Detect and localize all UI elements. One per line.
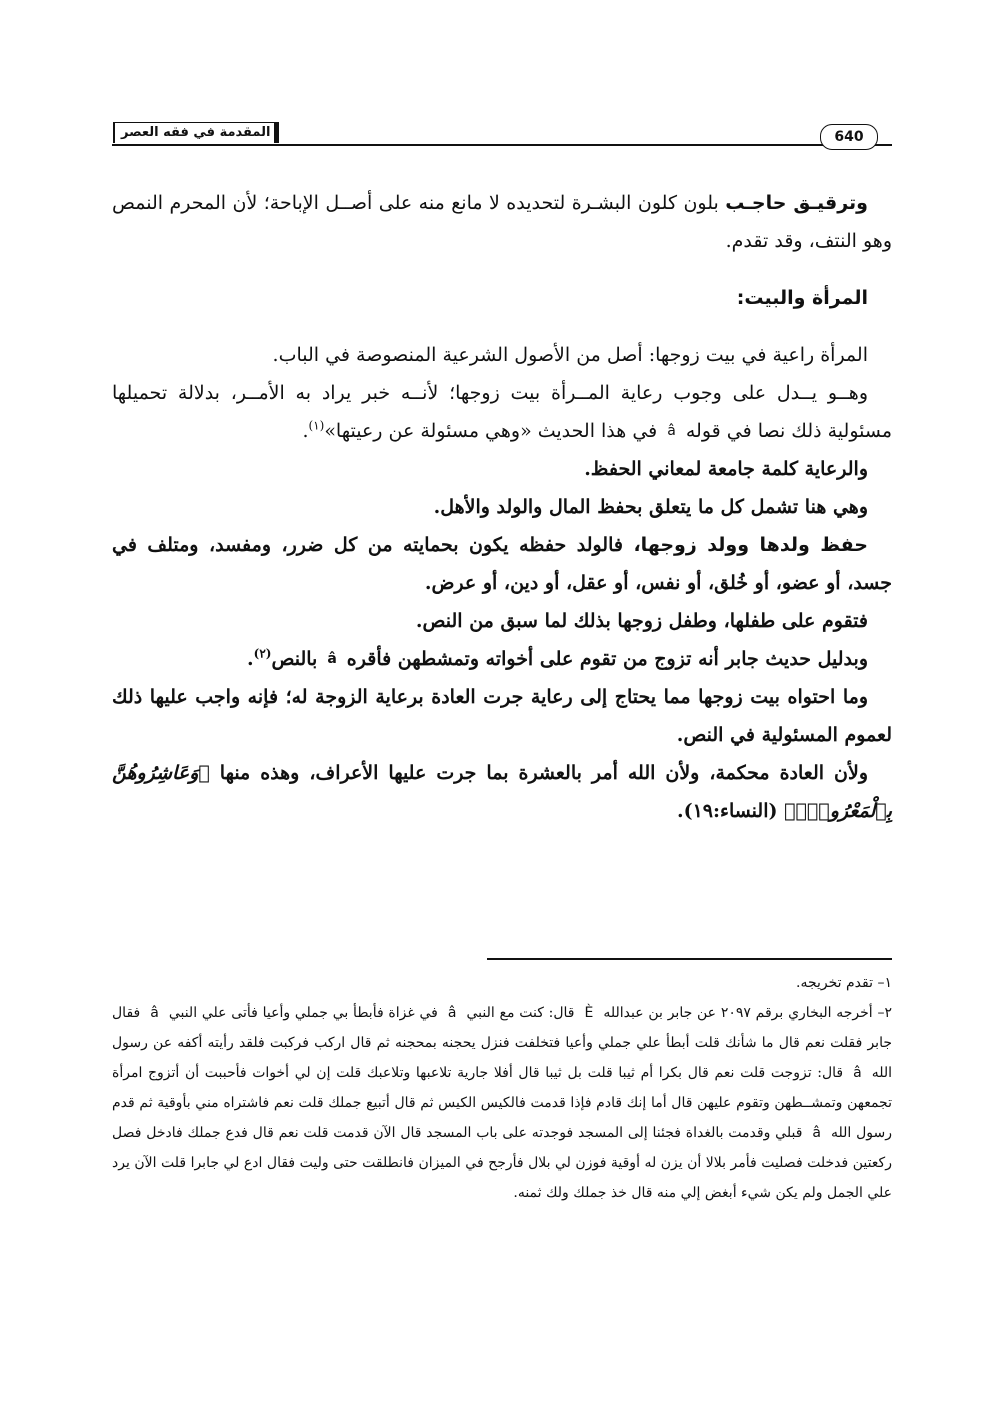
footnote-2-text-f: قبلي وقدمت بالغداة فجئنا إلى المسجد فوجدته على باب المسجد قال الآن قدمت قلت نعم قال فدع جملك فادخل فصل ركعتين فدخلت فصليت فأمر بلالا أن يزن له أوقية فوزن لي بلال فأرجح في الميزان فانطلقت حتى وليت فقال ادع لي جابرا قلت الآن يرد علي الجمل ولم يكن شيء أبغض إلي منه قال خذ جملك ولك ثمنه.	[112, 1125, 892, 1201]
paragraph-10	[112, 754, 892, 830]
paragraph-8-end: .	[247, 648, 254, 670]
footnote-2-text-b: قال: كنت مع النبي	[466, 1005, 575, 1021]
footnote-1: ١– تقدم تخريجه.	[796, 975, 892, 991]
book-title: المقدمة في فقه العصر	[113, 122, 279, 143]
footnotes	[112, 968, 892, 1208]
footnote-ref-2[interactable]: (٢)	[253, 646, 272, 661]
salutation-symbol: â	[150, 1005, 159, 1021]
section-heading: المرأة والبيت:	[736, 287, 868, 309]
footnote-2-text-e: قال: تزوجت قلت نعم قال بكرا أم ثيبا قلت بل ثيبا قال أفلا جارية تلاعبها وتلاعبك قلت إن لي أخوات فأحببت أن أتزوج امرأة تجمعهن وتمشــطهن وتقوم عليهن قال أما إنك قادم فإذا قدمت فالكيس الكيس ثم قال أتبيع جملك قلت نعم فاشتراه مني بأوقية ثم قدم رسول الله	[112, 1065, 892, 1141]
salutation-symbol: â	[447, 1005, 457, 1021]
quran-verse: ﴿وَعَاشِرُوهُنَّ بِٱلْمَعْرُوفِۚ﴾	[112, 762, 892, 822]
salutation-symbol: â	[853, 1065, 862, 1081]
paragraph-4: والرعاية كلمة جامعة لمعاني الحفظ.	[584, 458, 868, 480]
paragraph-10-text-b: (النساء:١٩).	[676, 800, 785, 822]
page-number: 640	[820, 124, 878, 150]
main-text	[112, 184, 892, 830]
paragraph-8-text-b: بالنص	[271, 648, 318, 670]
paragraph-1-text: بلون كلون البشـرة لتحديده لا مانع منه على أصــل الإباحة؛ لأن المحرم النمص وهو النتف، وقد تقدم.	[112, 192, 892, 252]
salutation-symbol: â	[812, 1125, 821, 1141]
footnote-2	[112, 998, 892, 1208]
header-rule	[112, 144, 892, 146]
footnote-2-text-c: في غزاة فأبطأ بي جملي وأعيا فأتى علي النبي	[168, 1005, 438, 1021]
paragraph-10-text-a: ولأن العادة محكمة، ولأن الله أمر بالعشرة بما جرت عليها الأعراف، وهذه منها	[219, 762, 869, 784]
paragraph-3-text-b: في هذا الحديث «وهي مسئولة عن رعيتها»	[324, 420, 658, 442]
paragraph-1	[112, 184, 892, 260]
paragraph-9: وما احتواه بيت زوجها مما يحتاج إلى رعاية جرت العادة برعاية الزوجة له؛ فإنه واجب عليها ذلك لعموم المسئولية في النص.	[112, 686, 892, 746]
paragraph-5: وهي هنا تشمل كل ما يتعلق بحفظ المال والولد والأهل.	[433, 496, 868, 518]
keyword-child-care: حفظ ولدها وولد زوجها،	[633, 534, 868, 556]
paragraph-6	[112, 526, 892, 602]
paragraph-3-text-a: وهــو يــدل على وجوب رعاية المــرأة بيت زوجها؛ لأنــه خبر يراد به الأمــر، بدلالة تحميلها مسئولية ذلك نصا في قوله	[112, 382, 892, 442]
paragraph-7: فتقوم على طفلها، وطفل زوجها بذلك لما سبق من النص.	[415, 610, 868, 632]
footnote-2-text-a: ٢– أخرجه البخاري برقم ٢٠٩٧ عن جابر بن عبدالله	[603, 1005, 892, 1021]
paragraph-2: المرأة راعية في بيت زوجها: أصل من الأصول الشرعية المنصوصة في الباب.	[272, 344, 868, 366]
paragraph-8	[112, 640, 892, 678]
footnote-ref-1[interactable]: (١)	[308, 418, 325, 433]
footnote-2-text-d: فقال جابر فقلت نعم قال ما شأنك قلت أبطأ علي جملي وأعيا فتخلفت فنزل يحجنه بمحجنه ثم قال اركب فركبت فلقد رأيته أكفه عن رسول الله	[112, 1005, 892, 1081]
salutation-symbol: â	[327, 651, 337, 667]
paragraph-3-end: .	[302, 420, 309, 442]
paragraph-8-text-a: وبدليل حديث جابر أنه تزوج من تقوم على أخواته وتمشطهن فأقره	[346, 648, 868, 670]
salutation-symbol: â	[667, 423, 676, 439]
companion-symbol: È	[584, 1005, 594, 1021]
paragraph-3	[112, 374, 892, 450]
keyword-eyebrow-thinning: وترقيـق حاجـب	[725, 192, 868, 214]
paragraph-6-text: فالولد حفظه يكون بحمايته من كل ضرر، ومفسد، ومتلف في جسد، أو عضو، أو خُلق، أو نفس، أو عقل، أو دين، أو عرض.	[112, 534, 892, 594]
footnote-separator	[487, 958, 892, 960]
